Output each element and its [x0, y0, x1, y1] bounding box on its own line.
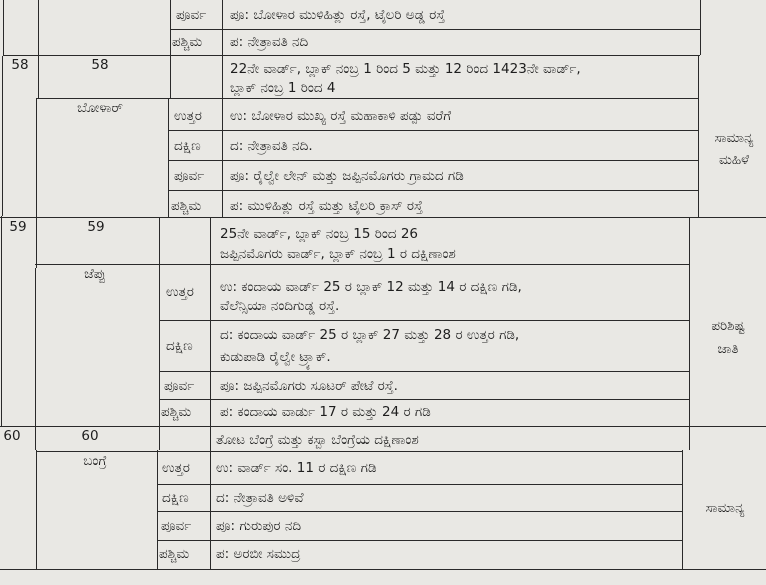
row-rule: [159, 399, 690, 400]
ward-description: ತೋಟ ಬೆಂಗ್ರೆ ಮತ್ತು ಕಸ್ಬಾ ಬೆಂಗ್ರೆಯ ದಕ್ಷಿಣಾಂಶ: [216, 432, 419, 448]
row-rule: [0, 426, 766, 427]
rule-col2: [159, 218, 160, 450]
ward-description: 25ನೇ ವಾರ್ಡ್, ಬ್ಲಾಕ್ ನಂಬ್ರ 15 ರಿಂದ 26: [220, 226, 418, 242]
rule-col3: [210, 218, 211, 450]
boundary-text: ದ: ನೇತ್ರಾವತಿ ಅಳಿವೆ: [216, 490, 304, 506]
boundary-text: ದ: ನೇತ್ರಾವತಿ ನದಿ.: [230, 138, 313, 154]
row-rule: [168, 130, 698, 131]
reservation-category: ಸಾಮಾನ್ಯ: [705, 500, 745, 516]
rule-left: [2, 56, 3, 216]
boundary-text: ಪ: ನೇತ್ರಾವತಿ ನದಿ: [230, 34, 309, 50]
direction-label: ಉತ್ತರ: [166, 284, 194, 300]
rule-col4: [689, 218, 690, 450]
rule-col4: [682, 450, 683, 570]
ward-serial: 59: [9, 219, 27, 235]
rule-col1: [36, 450, 37, 570]
row-rule: [0, 569, 766, 570]
ward-number: 58: [91, 57, 109, 73]
boundary-text: ಕುಡುಪಾಡಿ ರೈಲ್ವೇ ಟ್ರ್ಯಾಕ್.: [220, 349, 331, 365]
reservation-category: ಸಾಮಾನ್ಯ: [714, 130, 754, 146]
boundary-text: ಉ: ಕಂದಾಯ ವಾರ್ಡ್ 25 ರ ಬ್ಲಾಕ್ 12 ಮತ್ತು 14 ರ ದಕ್ಷಿಣ ಗಡಿ,: [220, 279, 522, 295]
row-rule: [3, 55, 700, 56]
row-rule: [0, 217, 766, 218]
row-rule: [157, 511, 682, 512]
ward-name: ಬಂಗ್ರೆ: [83, 453, 107, 469]
boundary-text: ಪ: ಮುಳಿಹಿತ್ಲು ರಸ್ತೆ ಮತ್ತು ಟೈಲರಿ ಕ್ರಾಸ್ ರಸ್ತೆ: [230, 198, 423, 214]
direction-label: ಪೂರ್ವ: [176, 7, 207, 23]
rule-col1: [35, 268, 36, 450]
direction-label: ಉತ್ತರ: [174, 108, 202, 124]
row-rule: [159, 320, 690, 321]
ward-description: ಬ್ಲಾಕ್ ನಂಬ್ರ 1 ರಿಂದ 4: [230, 80, 336, 96]
reservation-category: ಜಾತಿ: [717, 341, 739, 357]
direction-label: ಪಶ್ಚಿಮ: [172, 34, 203, 50]
boundary-text: ಪ: ಕಂದಾಯ ವಾರ್ಡು 17 ರ ಮತ್ತು 24 ರ ಗಡಿ: [220, 404, 431, 420]
ward-number: 60: [81, 428, 99, 444]
rule-col4: [698, 55, 699, 218]
rule-col3: [222, 0, 223, 218]
boundary-text: ಪ: ಅರಬೀ ಸಮುದ್ರ: [216, 546, 301, 562]
direction-label: ಪೂರ್ವ: [164, 378, 195, 394]
row-rule: [35, 264, 690, 265]
direction-label: ಪಶ್ಚಿಮ: [161, 404, 192, 420]
boundary-text: ಪೂ: ಜಪ್ಪಿನಮೊಗರು ಸೂಟರ್ ಪೇಟೆ ರಸ್ತೆ.: [220, 378, 398, 394]
rule-col3: [210, 450, 211, 570]
rule-col1: [38, 0, 39, 98]
ward-name: ಜೆಪ್ಪು: [84, 266, 106, 282]
rule-col2: [168, 98, 169, 218]
boundary-text: ದ: ಕಂದಾಯ ವಾರ್ಡ್ 25 ರ ಬ್ಲಾಕ್ 27 ಮತ್ತು 28 ರ ಉತ್ತರ ಗಡಿ,: [220, 327, 520, 343]
boundary-text: ಪೂ: ರೈಲ್ವೇ ಲೇನ್ ಮತ್ತು ಜಪ್ಪಿನಮೊಗರು ಗ್ರಾಮದ ಗಡಿ: [230, 168, 464, 184]
boundary-text: ಉ: ಬೋಳಾರ ಮುಖ್ಯ ರಸ್ತೆ ಮಹಾಕಾಳಿ ಪಡ್ಪು ವರೆಗೆ: [230, 108, 452, 124]
direction-label: ಪೂರ್ವ: [161, 518, 192, 534]
rule-col2: [170, 0, 171, 98]
ward-name: ಬೋಳಾರ್: [77, 100, 123, 116]
row-rule: [168, 160, 698, 161]
rule-col4: [700, 0, 701, 55]
direction-label: ಪಶ್ಚಿಮ: [171, 198, 202, 214]
direction-label: ದಕ್ಷಿಣ: [166, 338, 193, 354]
row-rule: [36, 451, 682, 452]
row-rule: [157, 540, 682, 541]
rule-left: [1, 216, 2, 426]
reservation-category: ಮಹಿಳೆ: [719, 152, 749, 168]
row-rule: [157, 484, 682, 485]
row-rule: [170, 29, 700, 30]
rule-left: [3, 0, 4, 56]
boundary-text: ವೆಲೆನ್ಸಿಯಾ ನಂದಿಗುಡ್ಡ ರಸ್ತೆ.: [220, 298, 340, 314]
row-rule: [168, 190, 698, 191]
direction-label: ಉತ್ತರ: [162, 460, 190, 476]
boundary-text: ಪೂ: ಬೋಳಾರ ಮುಳಿಹಿತ್ಲು ರಸ್ತೆ, ಟೈಲರಿ ಅಡ್ಡ ರಸ್ತೆ: [230, 7, 446, 23]
ward-number: 59: [87, 219, 105, 235]
direction-label: ದಕ್ಷಿಣ: [174, 138, 201, 154]
ward-description: 22ನೇ ವಾರ್ಡ್, ಬ್ಲಾಕ್ ನಂಬ್ರ 1 ರಿಂದ 5 ಮತ್ತು 12 ರಿಂದ 1423ನೇ ವಾರ್ಡ್,: [230, 61, 581, 77]
ward-description: ಜಪ್ಪಿನಮೊಗರು ವಾರ್ಡ್, ಬ್ಲಾಕ್ ನಂಬ್ರ 1 ರ ದಕ್ಷಿಣಾಂಶ: [220, 246, 456, 262]
ward-serial: 58: [11, 57, 29, 73]
direction-label: ದಕ್ಷಿಣ: [162, 490, 189, 506]
reservation-category: ಪರಿಶಿಷ್ಟ: [711, 318, 745, 334]
boundary-text: ಉ: ವಾರ್ಡ್ ಸಂ. 11 ರ ದಕ್ಷಿಣ ಗಡಿ: [216, 460, 377, 476]
ward-serial: 60: [3, 428, 21, 444]
rule-col2: [157, 450, 158, 570]
direction-label: ಪೂರ್ವ: [174, 168, 205, 184]
row-rule: [159, 371, 690, 372]
boundary-text: ಪೂ: ಗುರುಪುರ ನದಿ: [216, 518, 302, 534]
row-rule: [36, 98, 698, 99]
direction-label: ಪಶ್ಚಿಮ: [159, 546, 190, 562]
rule-col1: [36, 98, 37, 268]
